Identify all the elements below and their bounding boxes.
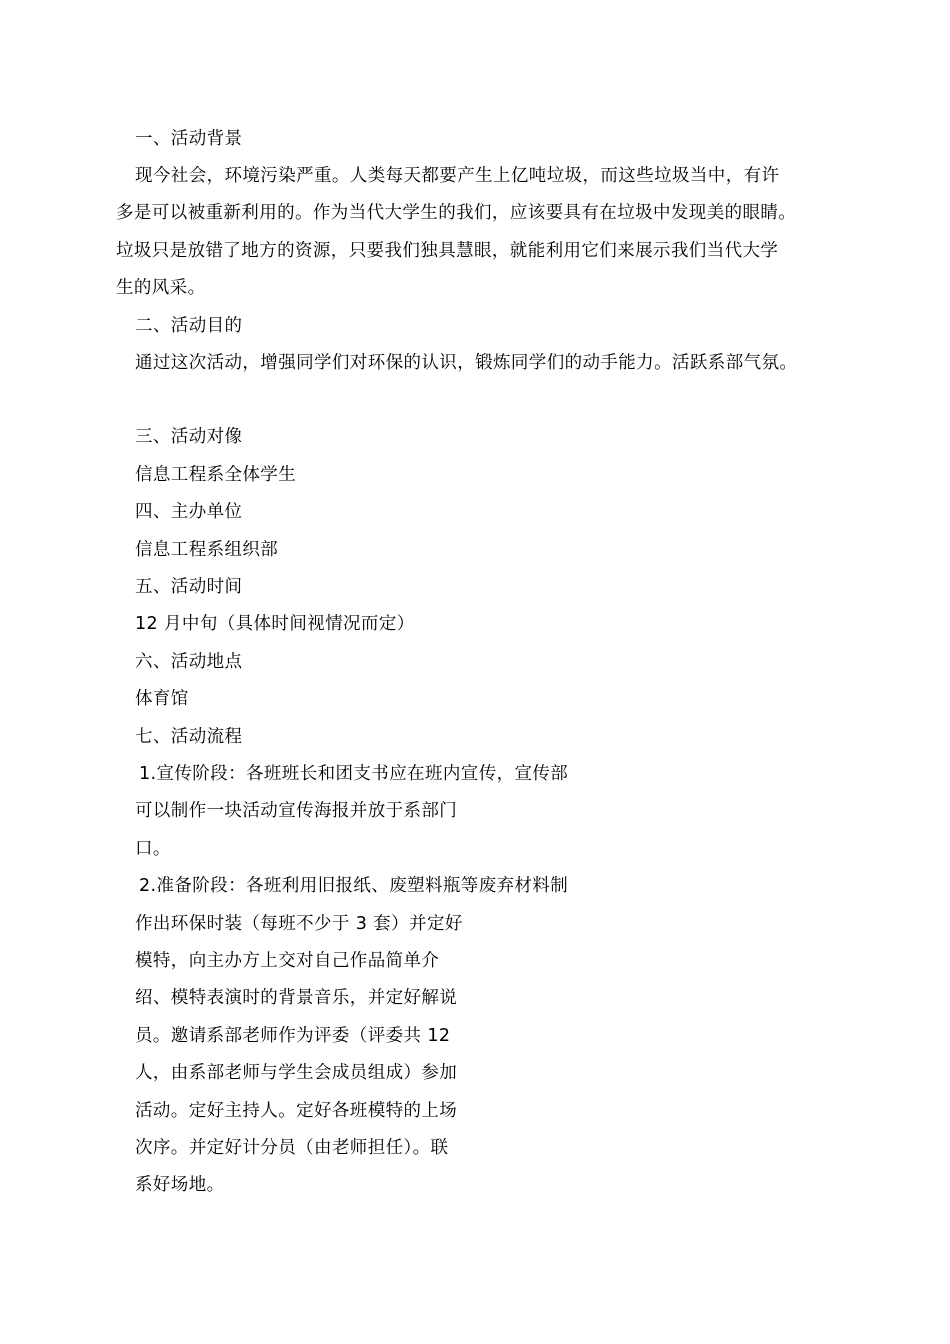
step-line: 模特，向主办方上交对自己作品简单介 xyxy=(135,951,440,971)
paragraph-line: 信息工程系组织部 xyxy=(135,540,279,560)
step-line: 人，由系部老师与学生会成员组成）参加 xyxy=(135,1063,458,1083)
heading-time: 五、活动时间 xyxy=(135,577,243,597)
heading-background: 一、活动背景 xyxy=(135,129,243,149)
step-line: 口。 xyxy=(135,839,171,859)
paragraph-line: 多是可以被重新利用的。作为当代大学生的我们，应该要具有在垃圾中发现美的眼睛。 xyxy=(116,203,797,223)
step-line: 1.宣传阶段：各班班长和团支书应在班内宣传，宣传部 xyxy=(139,764,569,784)
heading-purpose: 二、活动目的 xyxy=(135,316,243,336)
step-line: 系好场地。 xyxy=(135,1175,225,1195)
step-line: 活动。定好主持人。定好各班模特的上场 xyxy=(135,1101,458,1121)
paragraph-line: 信息工程系全体学生 xyxy=(135,465,297,485)
step-line: 绍、模特表演时的背景音乐，并定好解说 xyxy=(135,988,458,1008)
step-line: 次序。并定好计分员（由老师担任）。联 xyxy=(135,1138,449,1158)
heading-organizer: 四、主办单位 xyxy=(135,502,243,522)
paragraph-line: 生的风采。 xyxy=(116,278,206,298)
heading-process: 七、活动流程 xyxy=(135,727,243,747)
paragraph-line: 12 月中旬（具体时间视情况而定） xyxy=(135,614,415,634)
paragraph-line: 通过这次活动，增强同学们对环保的认识，锻炼同学们的动手能力。活跃系部气氛。 xyxy=(135,353,798,373)
heading-target: 三、活动对像 xyxy=(135,427,243,447)
paragraph-line: 垃圾只是放错了地方的资源，只要我们独具慧眼，就能利用它们来展示我们当代大学 xyxy=(116,241,779,261)
heading-location: 六、活动地点 xyxy=(135,652,243,672)
step-line: 2.准备阶段：各班利用旧报纸、废塑料瓶等废弃材料制 xyxy=(139,876,569,896)
step-line: 作出环保时装（每班不少于 3 套）并定好 xyxy=(135,914,463,934)
paragraph-line: 现今社会，环境污染严重。人类每天都要产生上亿吨垃圾，而这些垃圾当中，有许 xyxy=(135,166,780,186)
step-line: 员。邀请系部老师作为评委（评委共 12 xyxy=(135,1026,451,1046)
step-line: 可以制作一块活动宣传海报并放于系部门 xyxy=(135,801,458,821)
paragraph-line: 体育馆 xyxy=(135,689,189,709)
